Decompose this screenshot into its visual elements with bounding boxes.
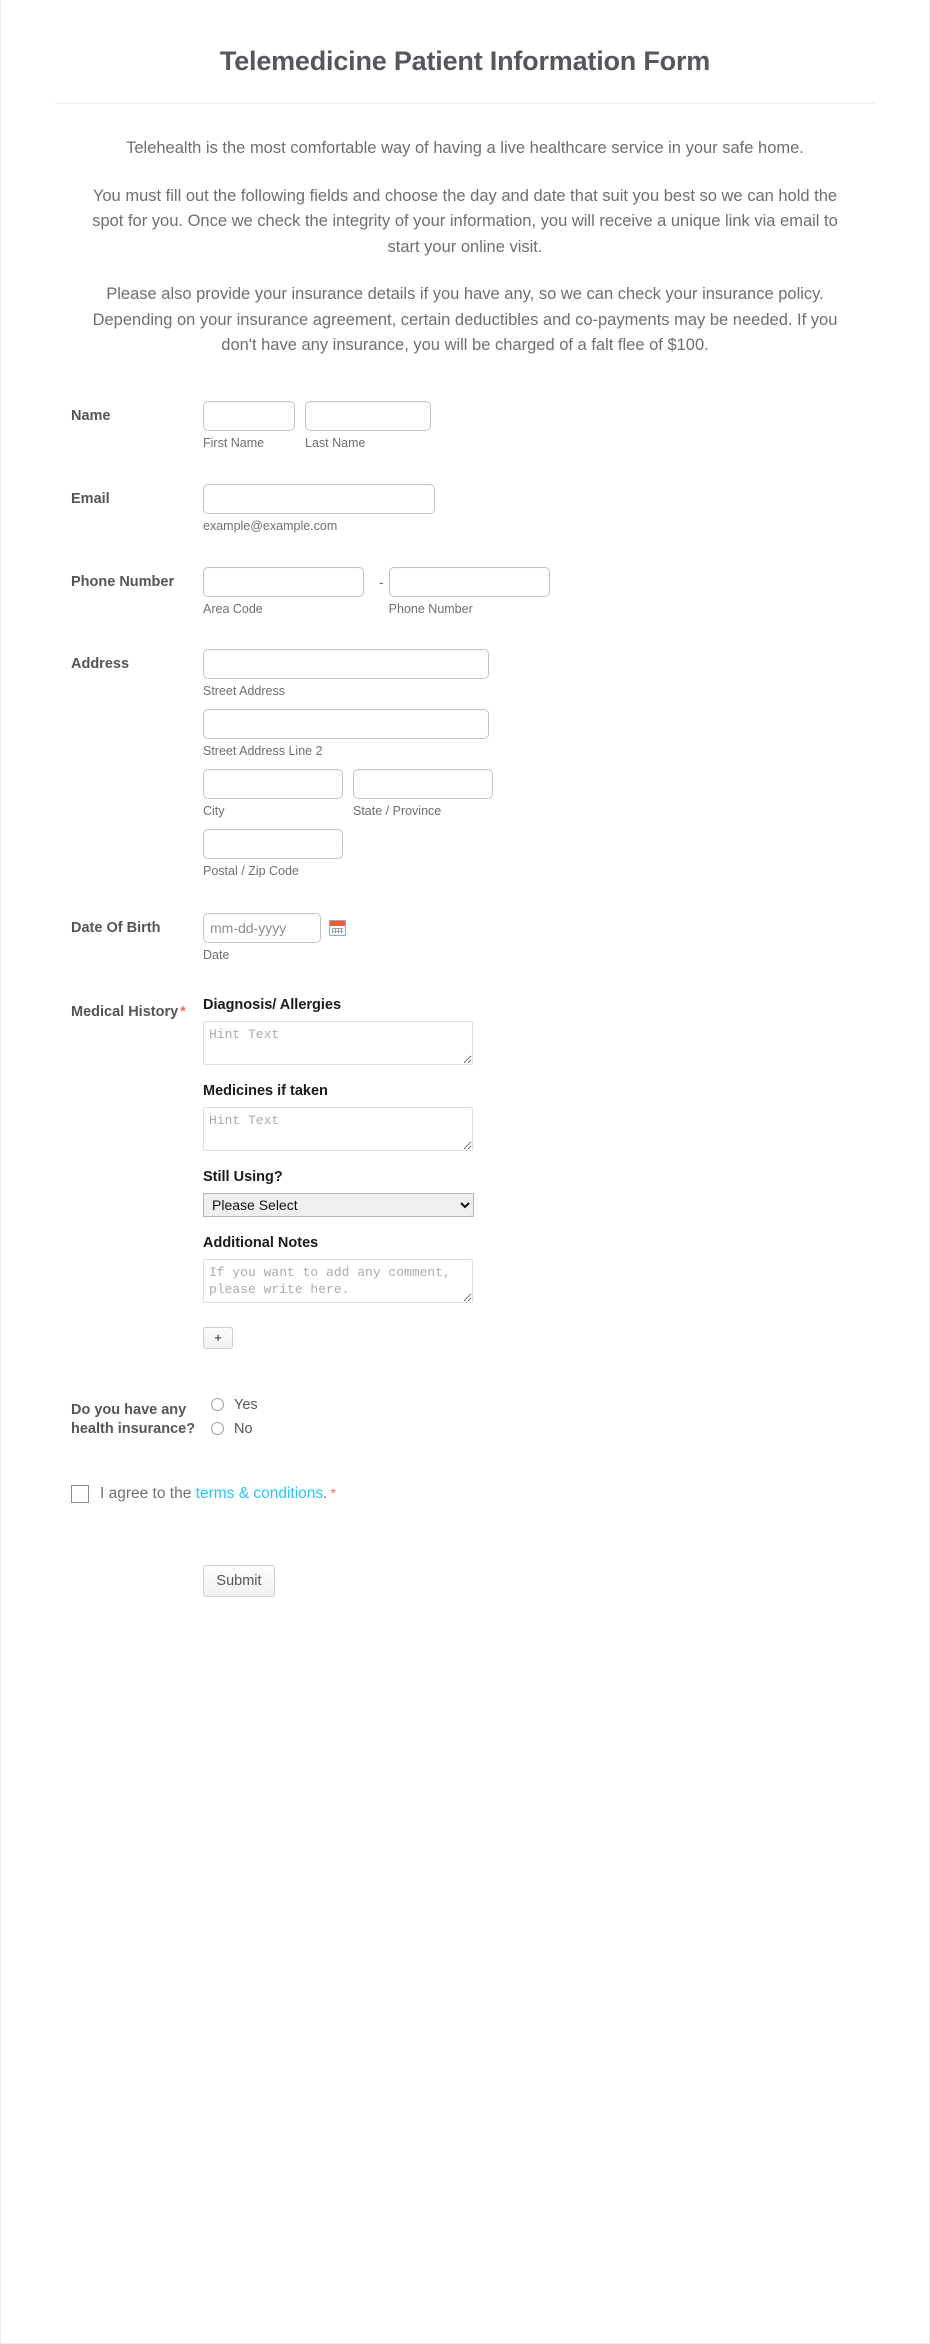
terms-required-marker: * bbox=[330, 1484, 336, 1501]
medical-history-required-marker: * bbox=[180, 1003, 186, 1020]
terms-agreement-row bbox=[35, 1485, 895, 1503]
additional-notes-textarea[interactable] bbox=[203, 1259, 473, 1303]
field-label-email: Email bbox=[71, 490, 110, 507]
phone-number-sublabel: Phone Number bbox=[388, 601, 473, 616]
street-address-input[interactable] bbox=[203, 649, 489, 679]
calendar-icon-grid bbox=[332, 928, 343, 933]
additional-notes-title: Additional Notes bbox=[203, 1234, 319, 1251]
still-using-block bbox=[203, 1169, 895, 1217]
radio-icon[interactable] bbox=[211, 1422, 224, 1435]
additional-notes-block bbox=[203, 1235, 895, 1303]
field-label-phone: Phone Number bbox=[71, 573, 175, 590]
street-address-line2-sublabel: Street Address Line 2 bbox=[203, 743, 323, 758]
street-address-line2-input[interactable] bbox=[203, 709, 489, 739]
form-body bbox=[35, 104, 895, 1637]
phone-number-input[interactable] bbox=[389, 567, 550, 597]
field-phone bbox=[35, 567, 895, 617]
field-label-name: Name bbox=[71, 407, 111, 424]
intro-paragraph-2: You must fill out the following fields and choose the day and date that suit you best so we can hold the spot for you. Once we check the integrity of your information, you will receive a unique link via email to start your online visit. bbox=[92, 186, 838, 256]
calendar-icon-header bbox=[330, 921, 345, 926]
email-input[interactable] bbox=[203, 484, 435, 514]
phone-separator: - bbox=[379, 573, 384, 590]
intro-section bbox=[55, 104, 875, 359]
email-sublabel: example@example.com bbox=[203, 518, 338, 533]
medicines-if-taken-block bbox=[203, 1083, 895, 1151]
page-title: Telemedicine Patient Information Form bbox=[219, 46, 711, 76]
terms-suffix: . bbox=[323, 1484, 328, 1502]
radio-option-label: No bbox=[234, 1420, 253, 1437]
radio-option-label: Yes bbox=[234, 1396, 258, 1413]
diagnosis-allergies-block bbox=[203, 997, 895, 1065]
field-label-medical-history bbox=[71, 997, 203, 1022]
calendar-icon[interactable] bbox=[329, 920, 346, 936]
terms-and-conditions-link[interactable]: terms & conditions bbox=[195, 1484, 324, 1502]
submit-button[interactable]: Submit bbox=[203, 1565, 275, 1597]
field-medical-history bbox=[35, 997, 895, 1349]
first-name-sublabel: First Name bbox=[203, 435, 265, 450]
intro-paragraph-3: Please also provide your insurance details if you have any, so we can check your insurance policy. Depending on your insurance agreement, certain deductibles and co-payments may be needed. If you don't have any insurance, you will be charged of a falt flee of $100. bbox=[92, 285, 838, 355]
area-code-sublabel: Area Code bbox=[203, 601, 263, 616]
field-label-date-of-birth: Date Of Birth bbox=[71, 919, 161, 936]
field-email bbox=[35, 484, 895, 534]
date-of-birth-input[interactable] bbox=[203, 913, 321, 943]
street-address-sublabel: Street Address bbox=[203, 683, 285, 698]
field-name bbox=[35, 401, 895, 451]
field-address bbox=[35, 649, 895, 879]
field-label-address: Address bbox=[71, 655, 130, 672]
submit-row bbox=[35, 1565, 895, 1597]
health-insurance-radio-group bbox=[203, 1395, 895, 1437]
field-label-health-insurance: Do you have any health insurance? bbox=[71, 1401, 196, 1437]
first-name-input[interactable] bbox=[203, 401, 295, 431]
field-health-insurance bbox=[35, 1395, 895, 1439]
terms-prefix: I agree to the bbox=[100, 1484, 196, 1502]
still-using-select[interactable] bbox=[203, 1193, 474, 1217]
last-name-input[interactable] bbox=[305, 401, 431, 431]
postal-zip-input[interactable] bbox=[203, 829, 343, 859]
still-using-title: Still Using? bbox=[203, 1168, 283, 1185]
city-input[interactable] bbox=[203, 769, 343, 799]
diagnosis-allergies-title: Diagnosis/ Allergies bbox=[203, 996, 342, 1013]
radio-icon[interactable] bbox=[211, 1398, 224, 1411]
terms-text bbox=[100, 1485, 336, 1503]
radio-option-yes[interactable] bbox=[203, 1397, 895, 1413]
postal-zip-sublabel: Postal / Zip Code bbox=[203, 863, 299, 878]
state-province-input[interactable] bbox=[353, 769, 493, 799]
field-date-of-birth bbox=[35, 913, 895, 963]
last-name-sublabel: Last Name bbox=[305, 435, 366, 450]
medical-history-label-text: Medical History bbox=[71, 1003, 179, 1020]
terms-checkbox[interactable] bbox=[71, 1485, 89, 1503]
medicines-if-taken-textarea[interactable] bbox=[203, 1107, 473, 1151]
add-medical-entry-button[interactable]: + bbox=[203, 1327, 233, 1349]
medicines-if-taken-title: Medicines if taken bbox=[203, 1082, 328, 1099]
date-of-birth-sublabel: Date bbox=[203, 947, 230, 962]
city-sublabel: City bbox=[203, 803, 225, 818]
state-province-sublabel: State / Province bbox=[353, 803, 442, 818]
diagnosis-allergies-textarea[interactable] bbox=[203, 1021, 473, 1065]
area-code-input[interactable] bbox=[203, 567, 364, 597]
radio-option-no[interactable] bbox=[203, 1421, 895, 1437]
form-header bbox=[55, 0, 875, 104]
intro-paragraph-1: Telehealth is the most comfortable way of having a live healthcare service in your safe home. bbox=[126, 139, 804, 157]
